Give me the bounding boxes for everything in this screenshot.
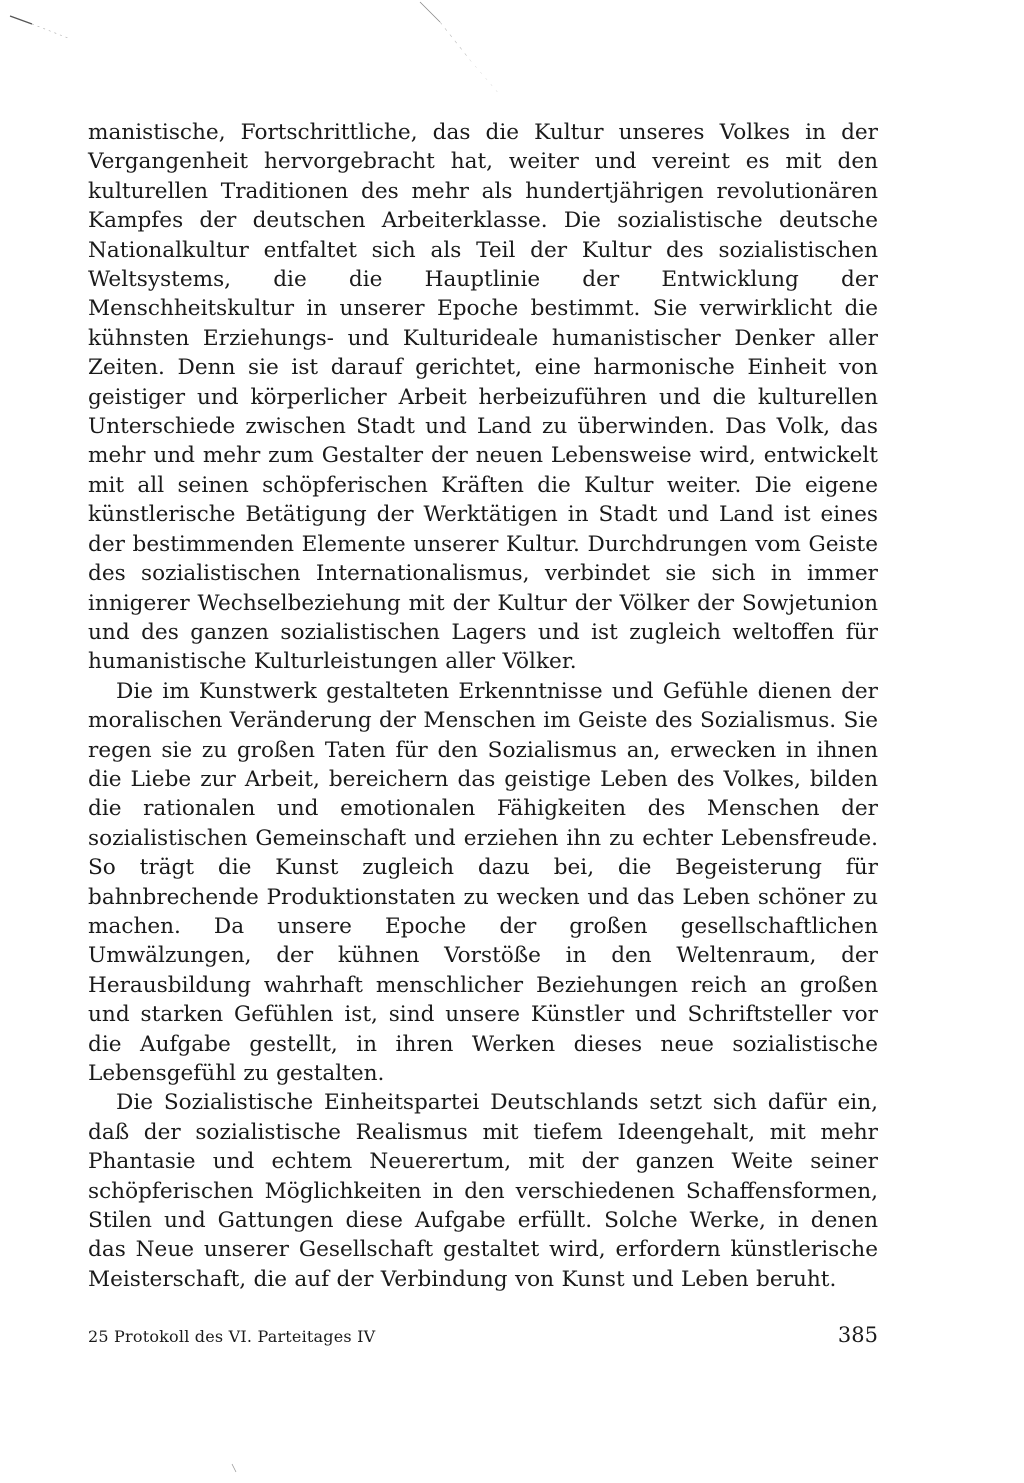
page-footer	[88, 1323, 878, 1353]
body-paragraph: Die im Kunstwerk gestalteten Erkenntnisse und Gefühle dienen der moralischen Veränderung der Menschen im Geiste des Sozialismus. Sie regen sie zu großen Taten für den Sozialismus an, erwecken in ihnen die Liebe zur Arbeit, bereichern das geistige Leben des Volkes, bilden die rationalen und emotionalen Fähigkeiten des Menschen der sozialistischen Gemeinschaft und erziehen ihn zu echter Lebensfreude. So trägt die Kunst zugleich dazu bei, die Begeisterung für bahnbrechende Produktionstaten zu wecken und das Leben schöner zu machen. Da unsere Epoche der großen gesellschaftlichen Umwälzungen, der kühnen Vorstöße in den Weltenraum, der Herausbildung wahrhaft menschlicher Beziehungen reich an großen und starken Gefühlen ist, sind unsere Künstler und Schriftsteller vor die Aufgabe gestellt, in ihren Werken dieses neue sozialistische Lebensgefühl zu gestalten.	[88, 678, 878, 1086]
scan-artifact-mark	[228, 1460, 248, 1480]
document-page	[88, 118, 878, 1294]
page-number: 385	[837, 1323, 878, 1347]
scan-artifact-mark	[400, 0, 520, 100]
signature-note: 25 Protokoll des VI. Parteitages IV	[88, 1327, 376, 1346]
body-paragraph: manistische, Fortschrittliche, das die Kultur unseres Volkes in der Vergangenheit hervorgebracht hat, weiter und vereint es mit den kulturellen Traditionen des mehr als hundertjährigen revolutionären Kampfes der deutschen Arbeiterklasse. Die sozialistische deutsche Nationalkultur entfaltet sich als Teil der Kultur des sozialistischen Weltsystems, die die Hauptlinie der Entwicklung der Menschheitskultur in unserer Epoche bestimmt. Sie verwirklicht die kühnsten Erziehungs- und Kulturideale humanistischer Denker aller Zeiten. Denn sie ist darauf gerichtet, eine harmonische Einheit von geistiger und körperlicher Arbeit herbeizuführen und die kulturellen Unterschiede zwischen Stadt und Land zu überwinden. Das Volk, das mehr und mehr zum Gestalter der neuen Lebensweise wird, entwickelt mit all seinen schöpferischen Kräften die Kultur weiter. Die eigene künstlerische Betätigung der Werktätigen in Stadt und Land ist eines der bestimmenden Elemente unserer Kultur. Durchdrungen vom Geiste des sozialistischen Internationalismus, verbindet sie sich in immer innigerer Wechselbeziehung mit der Kultur der Völker der Sowjetunion und des ganzen sozialistischen Lagers und ist zugleich weltoffen für humanistische Kulturleistungen aller Völker.	[88, 120, 878, 675]
body-paragraph: Die Sozialistische Einheitspartei Deutschlands setzt sich dafür ein, daß der sozialistische Realismus mit tiefem Ideengehalt, mit mehr Phantasie und echtem Neuerertum, mit der ganzen Weite seiner schöpferischen Möglichkeiten in den verschiedenen Schaffensformen, Stilen und Gattungen diese Aufgabe erfüllt. Solche Werke, in denen das Neue unserer Gesellschaft gestaltet wird, erfordern künstlerische Meisterschaft, die auf der Verbindung von Kunst und Leben beruht.	[88, 1090, 878, 1292]
scan-artifact-mark	[8, 12, 98, 42]
